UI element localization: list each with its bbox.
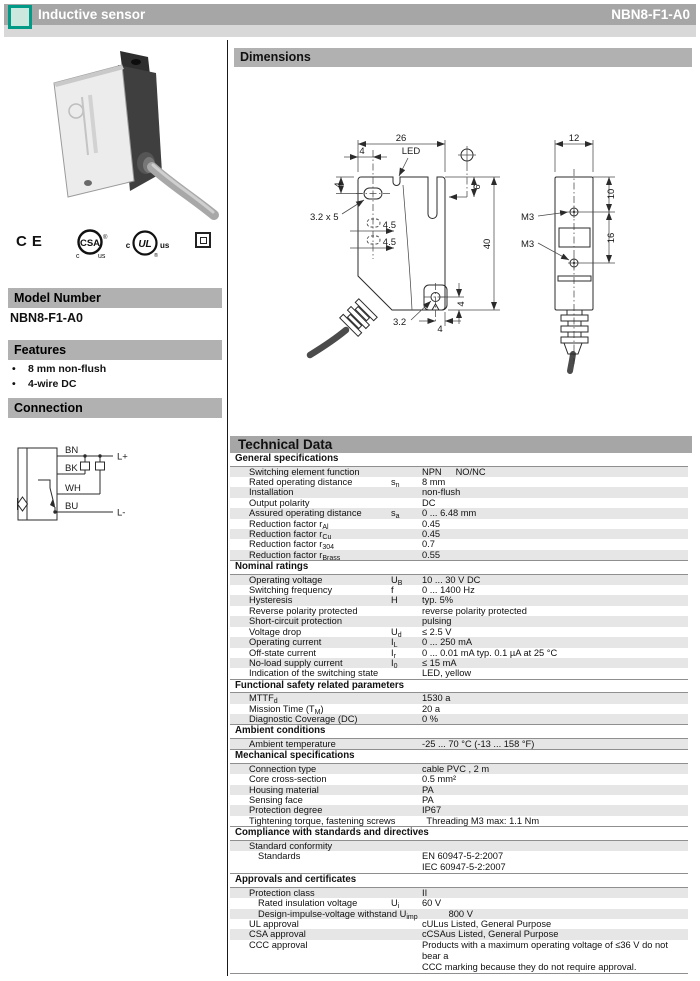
tech-row-value: 20 a xyxy=(422,703,441,714)
tech-row-symbol: $I_r$ xyxy=(391,647,396,660)
tech-row-symbol xyxy=(391,764,422,774)
tech-row-label: Short-circuit protection xyxy=(249,616,343,627)
tech-row-value: 0.45 xyxy=(422,518,441,529)
tech-row-value: 0 ... 6.48 mm xyxy=(422,508,477,519)
tech-row-label: Core cross-section xyxy=(249,774,327,785)
dim-label-45b: 4.5 xyxy=(382,237,396,248)
tech-row-label: Voltage drop xyxy=(249,626,302,637)
product-photo xyxy=(8,45,222,227)
svg-text:us: us xyxy=(98,253,106,260)
tech-row-label: Rated operating distance xyxy=(249,476,353,487)
tech-row-value: II xyxy=(422,887,428,898)
dim-label-32: 3.2 xyxy=(393,317,407,328)
dim-label-left4: 4 xyxy=(333,182,344,188)
tech-row-label: No-load supply current xyxy=(249,657,343,668)
tech-row-value: 8 mm xyxy=(422,476,446,487)
tech-section-title: Mechanical specifications xyxy=(230,750,688,764)
tech-row-label: Switching element function xyxy=(249,466,360,477)
tech-row-symbol: $U_i$ xyxy=(391,898,400,911)
tech-row-value: IP67 xyxy=(422,805,442,816)
tech-row-value: 0 ... 0.01 mA typ. 0.1 µA at 25 °C xyxy=(422,647,558,658)
tech-row xyxy=(230,816,688,826)
tech-row xyxy=(230,851,688,873)
feature-item: • 8 mm non-flush xyxy=(12,362,106,377)
tech-row xyxy=(230,616,688,626)
tech-row-value: EN 60947-5-2:2007 IEC 60947-5-2:2007 xyxy=(422,851,506,873)
tech-row-value: 800 V xyxy=(448,908,473,919)
protection-class-icon xyxy=(195,232,211,248)
wire-label-wh: WH xyxy=(65,483,81,494)
tech-row-label: Reduction factor $r_{Cu}$ xyxy=(249,528,332,541)
tech-row-symbol xyxy=(391,668,422,678)
tech-row-value: reverse polarity protected xyxy=(422,605,527,616)
tech-row-value: typ. 5% xyxy=(422,595,454,606)
feature-item: • 4-wire DC xyxy=(12,377,106,392)
tech-row-label: Switching frequency xyxy=(249,585,333,596)
svg-text:CSA: CSA xyxy=(79,238,101,249)
tech-row-symbol: $s_a$ xyxy=(391,508,400,521)
dim-label-10: 10 xyxy=(606,188,617,200)
certification-logos xyxy=(8,228,222,260)
tech-row-symbol xyxy=(391,467,422,477)
tech-row-symbol xyxy=(395,816,426,826)
tech-row-label: CSA approval xyxy=(249,929,306,940)
tech-row-value: ≤ 15 mA xyxy=(422,657,457,668)
tech-row xyxy=(230,595,688,605)
tech-row-symbol: $I_0$ xyxy=(391,657,398,670)
tech-row-value: non-flush xyxy=(422,487,461,498)
tech-section-title: Approvals and certificates xyxy=(230,874,688,888)
svg-text:®: ® xyxy=(103,235,108,241)
dim-label-m3a: M3 xyxy=(521,212,535,223)
wire-label-bk: BK xyxy=(65,463,78,474)
tech-row-symbol xyxy=(391,841,422,851)
tech-row-symbol xyxy=(391,704,422,714)
tech-row-value: NPN NO/NC xyxy=(422,466,486,477)
tech-row-label: Protection class xyxy=(249,887,315,898)
tech-section xyxy=(230,724,688,749)
tech-section xyxy=(230,560,688,679)
tech-section-title: Nominal ratings xyxy=(230,561,688,575)
tech-row-symbol xyxy=(418,909,449,919)
tech-row-label: Connection type xyxy=(249,763,317,774)
tech-row xyxy=(230,627,688,637)
tech-row-value: 60 V xyxy=(422,898,442,909)
tech-row-value: Threading M3 max: 1.1 Nm xyxy=(426,815,540,826)
tech-section xyxy=(230,826,688,873)
tech-row-symbol xyxy=(391,929,422,939)
tech-row-label: Operating current xyxy=(249,637,322,648)
dim-label-6: 6 xyxy=(472,184,483,190)
dim-label-slot: 3.2 x 5 xyxy=(310,212,339,223)
svg-text:c: c xyxy=(76,253,80,260)
tech-row xyxy=(230,539,688,552)
tech-row-symbol xyxy=(391,919,422,929)
model-number-value: NBN8-F1-A0 xyxy=(10,311,83,325)
dim-label-16: 16 xyxy=(606,232,617,244)
wire-label-bn: BN xyxy=(65,445,79,456)
tech-row-label: Design-impulse-voltage withstand $U_{imp}$ xyxy=(258,908,418,921)
tech-row-symbol xyxy=(391,714,422,724)
tech-row xyxy=(230,774,688,784)
section-header-features: Features xyxy=(8,340,222,360)
tech-row-label: Tightening torque, fastening screws xyxy=(249,815,396,826)
tech-section-title: General specifications xyxy=(230,453,688,467)
tech-row-symbol: f xyxy=(391,585,394,596)
tech-row-symbol xyxy=(391,616,422,626)
tech-section xyxy=(230,749,688,826)
tech-row xyxy=(230,888,688,898)
tech-row-symbol: H xyxy=(391,595,398,606)
tech-row-value: DC xyxy=(422,497,436,508)
tech-row-label: Output polarity xyxy=(249,497,310,508)
tech-section xyxy=(230,679,688,725)
tech-row-value: 10 ... 30 V DC xyxy=(422,574,481,585)
tech-row xyxy=(230,606,688,616)
tech-row xyxy=(230,585,688,595)
tech-row-symbol xyxy=(391,940,422,973)
tech-row xyxy=(230,704,688,714)
tech-row-label: Housing material xyxy=(249,784,319,795)
tech-row-symbol: $U_d$ xyxy=(391,626,402,639)
tech-row-label: Hysteresis xyxy=(249,595,293,606)
tech-row-label: Operating voltage xyxy=(249,574,323,585)
section-header-dimensions: Dimensions xyxy=(234,48,692,67)
tech-section-title: Ambient conditions xyxy=(230,725,688,739)
terminal-label-minus: L- xyxy=(117,507,126,519)
terminal-label-plus: L+ xyxy=(117,451,128,463)
header-model-number: NBN8-F1-A0 xyxy=(611,7,690,22)
tech-row-label: Reduction factor $r_{304}$ xyxy=(249,539,335,552)
tech-row xyxy=(230,795,688,805)
tech-row-value: 0.5 mm² xyxy=(422,774,457,785)
tech-row-value: ≤ 2.5 V xyxy=(422,626,452,637)
tech-row-value: cULus Listed, General Purpose xyxy=(422,918,552,929)
tech-row-value: PA xyxy=(422,795,434,806)
tech-row-label: Standards xyxy=(258,851,301,862)
dim-label-m3b: M3 xyxy=(521,239,535,250)
tech-row-label: Ambient temperature xyxy=(249,738,336,749)
dim-label-right4: 4 xyxy=(456,301,467,307)
tech-row-symbol xyxy=(391,739,422,749)
tech-row xyxy=(230,508,688,521)
tech-row-symbol: $U_B$ xyxy=(391,574,403,587)
tech-row xyxy=(230,487,688,497)
tech-section-title: Compliance with standards and directives xyxy=(230,827,688,841)
tech-row-value: Products with a maximum operating voltage of ≤36 V do not bear a CCC marking because they do not require approval. xyxy=(422,939,668,972)
tech-row-value: 0 ... 1400 Hz xyxy=(422,585,475,596)
tech-row-symbol xyxy=(391,785,422,795)
tech-row-value: cable PVC , 2 m xyxy=(422,763,490,774)
tech-row xyxy=(230,467,688,477)
tech-sections xyxy=(230,453,688,974)
tech-row-value: pulsing xyxy=(422,616,452,627)
ul-mark-icon xyxy=(118,228,174,260)
tech-row-value: -25 ... 70 °C (-13 ... 158 °F) xyxy=(422,738,535,749)
tech-row-symbol: $I_L$ xyxy=(391,637,398,650)
tech-row-symbol xyxy=(391,487,422,497)
brand-square-icon xyxy=(8,5,32,29)
tech-row xyxy=(230,909,688,919)
tech-row-value: 0.55 xyxy=(422,549,441,560)
tech-row xyxy=(230,929,688,939)
header-substrip xyxy=(4,25,696,37)
tech-row-symbol xyxy=(391,529,422,539)
tech-row-value: 0.7 xyxy=(422,539,435,550)
tech-row-value: 0 % xyxy=(422,714,439,725)
svg-text:®: ® xyxy=(154,253,159,259)
tech-row xyxy=(230,658,688,668)
tech-row-symbol xyxy=(391,851,422,873)
tech-row-symbol xyxy=(391,888,422,898)
tech-row-symbol xyxy=(391,805,422,815)
tech-row-label: Sensing face xyxy=(249,795,303,806)
csa-mark-icon xyxy=(70,228,114,260)
section-header-connection: Connection xyxy=(8,398,222,418)
tech-row xyxy=(230,940,688,973)
tech-row-label: Mission Time $(T_M)$ xyxy=(249,703,324,716)
led-label: LED xyxy=(401,146,421,157)
wire-label-bu: BU xyxy=(65,501,79,512)
tech-row-label: $MTTF_d$ xyxy=(249,693,278,706)
dim-label-40: 40 xyxy=(482,238,493,250)
tech-row xyxy=(230,693,688,706)
tech-row xyxy=(230,477,688,487)
tech-row-value xyxy=(422,841,688,851)
tech-row-label: Indication of the switching state xyxy=(249,668,379,679)
dimensions-drawing xyxy=(230,64,692,432)
dim-label-bottom4: 4 xyxy=(437,324,443,335)
tech-row-label: Diagnostic Coverage (DC) xyxy=(249,714,358,725)
tech-row xyxy=(230,519,688,529)
column-divider xyxy=(227,40,228,976)
tech-row xyxy=(230,529,688,539)
tech-row xyxy=(230,764,688,774)
tech-row-value: PA xyxy=(422,784,434,795)
tech-row-label: Reduction factor $r_{Brass}$ xyxy=(249,549,341,562)
features-list xyxy=(12,362,106,392)
tech-row-label: Standard conformity xyxy=(249,840,333,851)
dim-label-top4: 4 xyxy=(359,146,365,157)
tech-row xyxy=(230,739,688,749)
connection-diagram xyxy=(8,428,223,533)
svg-text:c: c xyxy=(125,241,131,250)
tech-row xyxy=(230,648,688,658)
tech-row-label: Assured operating distance xyxy=(249,508,362,519)
tech-section xyxy=(230,453,688,560)
tech-row-symbol xyxy=(391,795,422,805)
tech-row-label: Installation xyxy=(249,487,294,498)
tech-row-label: Reverse polarity protected xyxy=(249,605,358,616)
tech-row xyxy=(230,714,688,724)
tech-row-value: 0.45 xyxy=(422,528,441,539)
section-header-model-number: Model Number xyxy=(8,288,222,308)
tech-row-label: Rated insulation voltage xyxy=(258,898,358,909)
tech-section-title: Functional safety related parameters xyxy=(230,680,688,694)
tech-section xyxy=(230,873,688,973)
tech-row-symbol xyxy=(391,498,422,508)
tech-row-label: Protection degree xyxy=(249,805,323,816)
tech-row-symbol xyxy=(391,693,422,703)
tech-row-symbol xyxy=(391,550,422,560)
tech-row xyxy=(230,575,688,585)
tech-row xyxy=(230,668,688,678)
tech-row-label: UL approval xyxy=(249,918,299,929)
tech-row-value: 0 ... 250 mA xyxy=(422,637,473,648)
tech-row xyxy=(230,898,688,911)
dim-label-45a: 4.5 xyxy=(382,220,396,231)
tech-row-symbol: $s_n$ xyxy=(391,476,400,489)
page-title: Inductive sensor xyxy=(38,7,146,22)
tech-row xyxy=(230,637,688,650)
svg-text:UL: UL xyxy=(138,239,152,250)
tech-row-symbol xyxy=(391,539,422,549)
section-header-technical-data: Technical Data xyxy=(230,436,692,453)
svg-text:us: us xyxy=(160,241,170,250)
dim-label-width26: 26 xyxy=(395,133,407,144)
tech-row xyxy=(230,805,688,815)
tech-row-symbol xyxy=(391,519,422,529)
tech-row-label: CCC approval xyxy=(249,939,308,950)
ce-mark-icon: CE xyxy=(16,233,47,250)
tech-row-value: LED, yellow xyxy=(422,668,472,679)
tech-row-value: 1530 a xyxy=(422,693,451,704)
tech-row xyxy=(230,841,688,851)
tech-row-label: Off-state current xyxy=(249,647,316,658)
tech-row xyxy=(230,785,688,795)
tech-row-symbol xyxy=(391,774,422,784)
tech-row xyxy=(230,498,688,508)
dim-label-12: 12 xyxy=(568,133,580,144)
tech-row-symbol xyxy=(391,606,422,616)
tech-row-value: cCSAus Listed, General Purpose xyxy=(422,929,559,940)
tech-row-label: Reduction factor $r_{Al}$ xyxy=(249,518,329,531)
tech-row xyxy=(230,919,688,929)
tech-row xyxy=(230,550,688,560)
